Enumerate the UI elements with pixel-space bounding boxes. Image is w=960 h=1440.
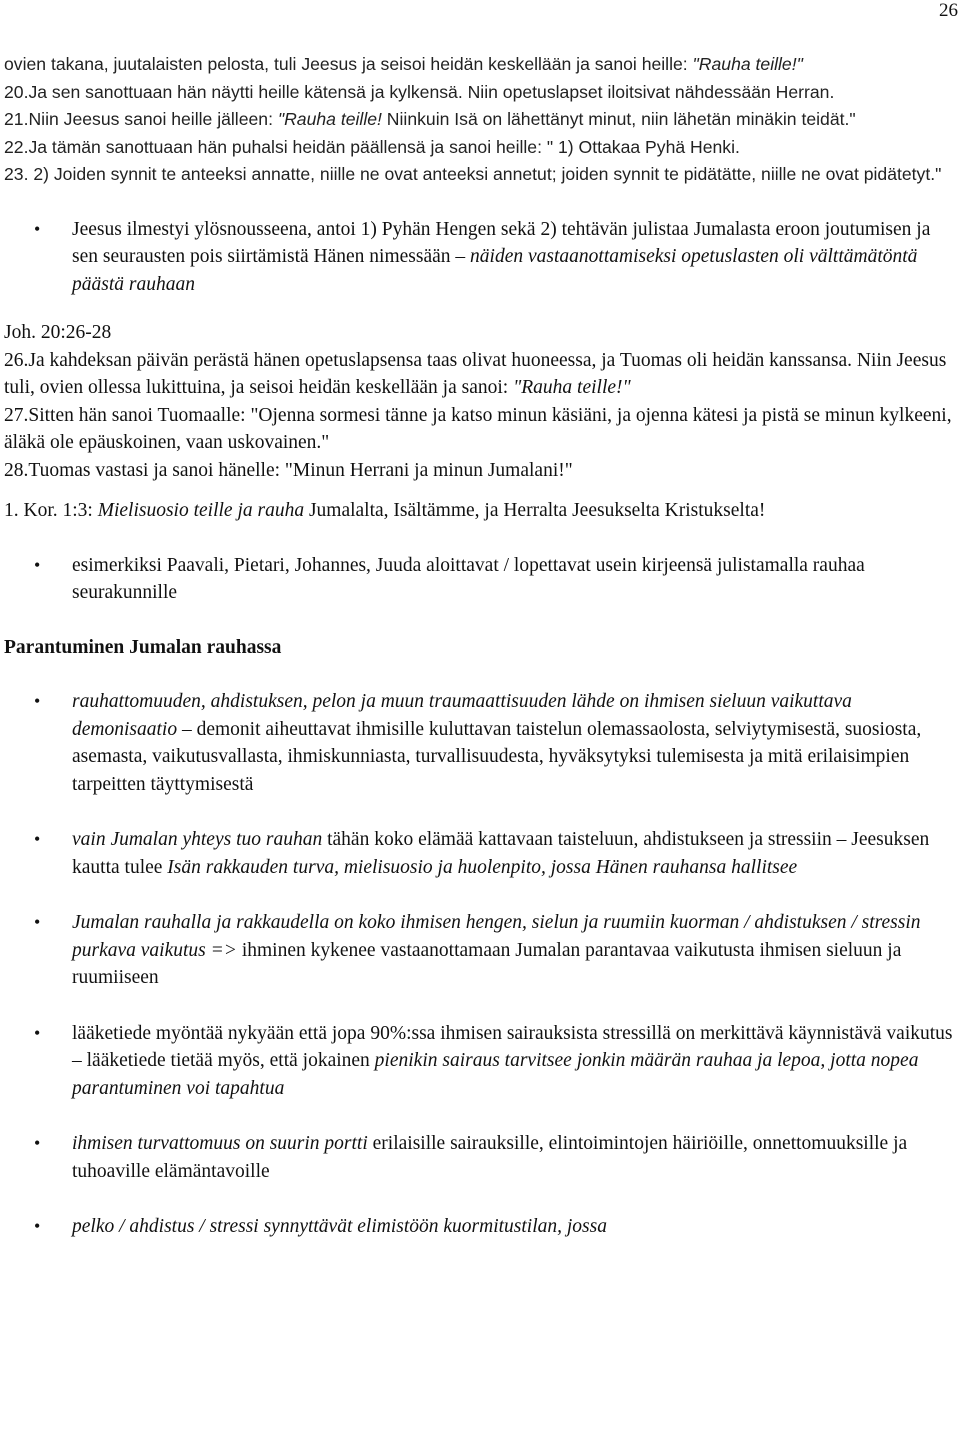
verse-22: 22.Ja tämän sanottuaan hän puhalsi heidän päällensä ja sanoi heille: " 1) Ottakaa Pyhä Henki. xyxy=(4,136,740,157)
list-item: • pelko / ahdistus / stressi synnyttävät elimistöön kuormitustilan, jossa xyxy=(4,1213,956,1241)
bible-passage-john-20-26-28 xyxy=(4,319,956,484)
list-item: • Jeesus ilmestyi ylösnousseena, antoi 1) Pyhän Hengen sekä 2) tehtävän julistaa Jumalasta eroon joutumisen ja sen seurausten pois siirtämistä Hänen nimessään – näiden vastaanottamiseksi opetuslasten oli välttämätöntä päästä rauhaan xyxy=(4,216,956,299)
list-item: • vain Jumalan yhteys tuo rauhan tähän koko elämää kattavaan taisteluun, ahdistukseen ja stressiin – Jeesuksen kautta tulee Isän rakkauden turva, mielisuosio ja huolenpito, jossa Hänen rauhansa hallitsee xyxy=(4,826,956,881)
bullet-icon: • xyxy=(34,691,41,711)
list-item: • rauhattomuuden, ahdistuksen, pelon ja muun traumaattisuuden lähde on ihmisen sieluun vaikuttava demonisaatio – demonit aiheuttavat ihmisille kuluttavan taistelun olemassaolosta, selviytymisestä, suosiosta, asemasta, vaikutusvallasta, ihmiskunniasta, turvallisuudesta, hyväksytyksi tulemisesta ja mitä erilaisimpien tarpeitten täyttymisestä xyxy=(4,688,956,798)
section-heading: Parantuminen Jumalan rauhassa xyxy=(4,636,282,658)
bullet-icon: • xyxy=(34,1133,41,1153)
document-body xyxy=(4,51,956,1241)
list-item: • Jumalan rauhalla ja rakkaudella on koko ihmisen hengen, sielun ja ruumiin kuorman / ahdistuksen / stressin purkava vaikutus => ihminen kykenee vastaanottamaan Jumalan parantavaa vaikutusta ihmisen sieluun ja ruumiiseen xyxy=(4,909,956,992)
passage-reference: Joh. 20:26-28 xyxy=(4,322,112,343)
verse-21: 21.Niin Jeesus sanoi heille jälleen: "Rauha teille! Niinkuin Isä on lähettänyt minut, niin lähetän minäkin teidät." xyxy=(4,109,856,129)
list-item: • ihmisen turvattomuus on suurin portti erilaisille sairauksille, elintoimintojen häiriöille, onnettomuuksille ja tuhoaville elämäntavoille xyxy=(4,1130,956,1185)
bullet-icon: • xyxy=(34,218,41,239)
list-item: • esimerkiksi Paavali, Pietari, Johannes, Juuda aloittavat / lopettavat usein kirjeensä julistamalla rauhaa seurakunnille xyxy=(4,552,956,607)
verse-26: 26.Ja kahdeksan päivän perästä hänen opetuslapsensa taas olivat huoneessa, ja Tuomas oli heidän kanssansa. Niin Jeesus tuli, ovien ollessa lukittuina, ja seisoi heidän keskellään ja sanoi: "Rauha teille!" xyxy=(4,349,947,398)
bullet-list-1 xyxy=(4,216,956,299)
bible-passage-john-20-19-23 xyxy=(4,51,956,189)
bullet-icon: • xyxy=(34,1022,41,1043)
bullet-list-2 xyxy=(4,552,956,607)
list-item: • lääketiede myöntää nykyään että jopa 90%:ssa ihmisen sairauksista stressillä on merkittävä käynnistävä vaikutus – lääketiede tietää myös, että jokainen pienikin sairaus tarvitsee jonkin määrän rauhaa ja lepoa, jotta nopea parantuminen voi tapahtua xyxy=(4,1020,956,1103)
verse-23: 23. 2) Joiden synnit te anteeksi annatte, niille ne ovat anteeksi annetut; joiden synnit te pidätätte, niille ne ovat pidätetyt." xyxy=(4,164,942,184)
corinthians-verse: 1. Kor. 1:3: Mielisuosio teille ja rauha Jumalalta, Isältämme, ja Herralta Jeesukselta Kristukselta! xyxy=(4,500,766,521)
verse-27: 27.Sitten hän sanoi Tuomaalle: "Ojenna sormesi tänne ja katso minun käsiäni, ja ojenna kätesi ja pistä se minun kylkeeni, äläkä ole epäuskoinen, vaan uskovainen." xyxy=(4,404,952,453)
page-number: 26 xyxy=(939,0,958,21)
bullet-icon: • xyxy=(34,912,41,932)
bullet-icon: • xyxy=(34,1216,41,1236)
verse-28: 28.Tuomas vastasi ja sanoi hänelle: "Minun Herrani ja minun Jumalani!" xyxy=(4,459,573,481)
verse-19-end: ovien takana, juutalaisten pelosta, tuli Jeesus ja seisoi heidän keskellään ja sanoi heille: "Rauha teille!" xyxy=(4,54,803,74)
bullet-list-3 xyxy=(4,688,956,1241)
bullet-icon: • xyxy=(34,829,41,849)
verse-20: 20.Ja sen sanottuaan hän näytti heille kätensä ja kylkensä. Niin opetuslapset iloitsivat nähdessään Herran. xyxy=(4,81,835,102)
bullet-icon: • xyxy=(34,554,41,575)
